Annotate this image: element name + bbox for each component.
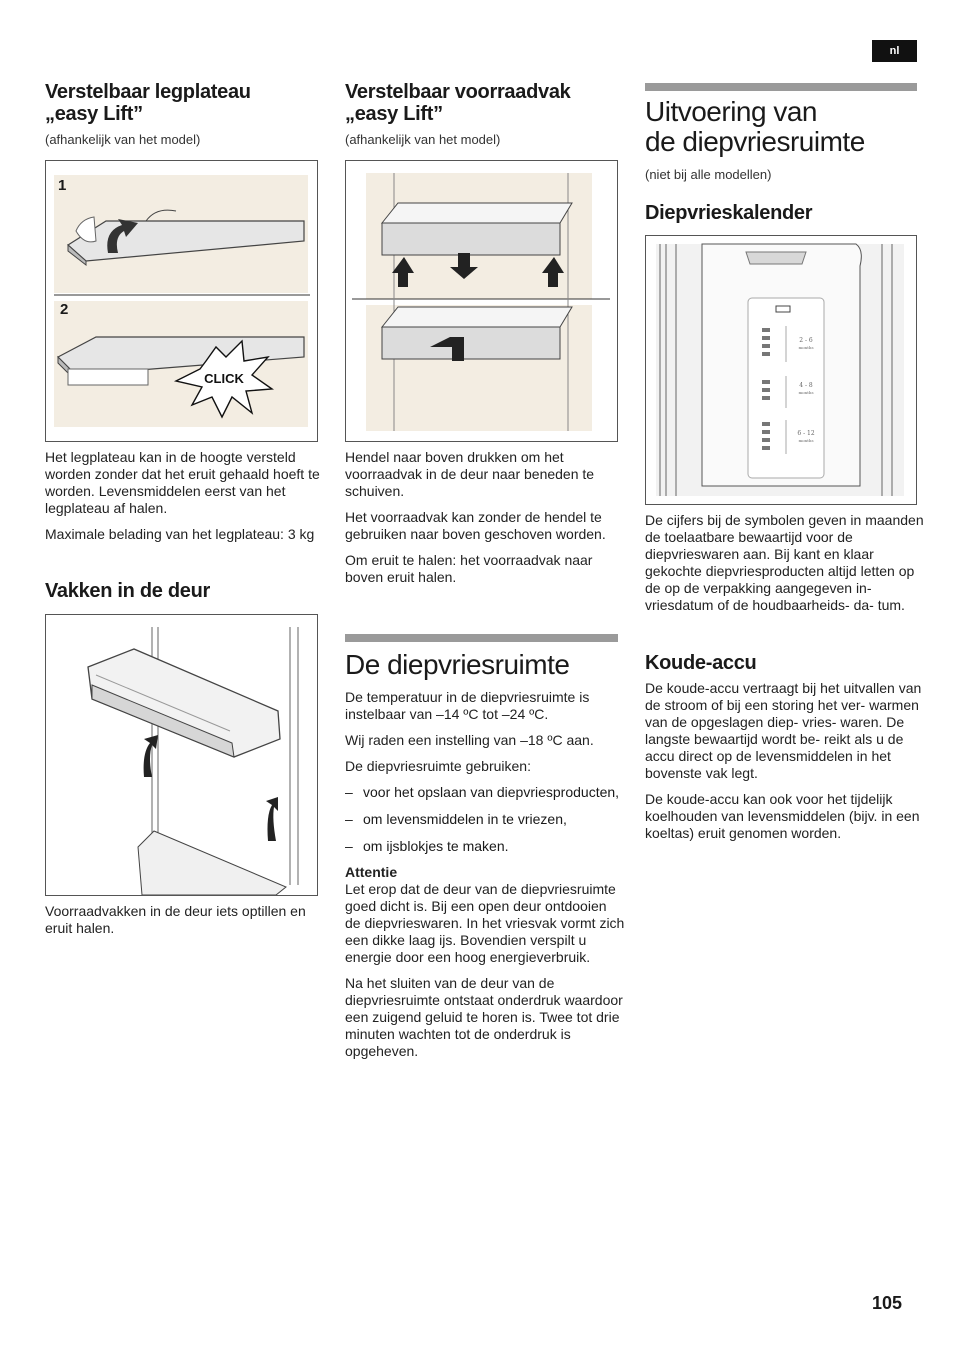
section-title-design — [645, 97, 935, 157]
door-bin-figure — [45, 614, 318, 896]
language-tab: nl — [872, 40, 917, 62]
heading-line: „easy Lift” — [45, 103, 143, 125]
section-rule — [345, 634, 618, 642]
paragraph: De diepvriesruimte gebruiken: — [345, 758, 531, 774]
section-title-freezer: De diepvriesruimte — [345, 649, 570, 680]
paragraph: Hendel naar boven drukken om het voorraadvak in de deur naar beneden te schuiven. — [345, 449, 595, 499]
calendar-unit: months — [798, 345, 814, 350]
step-number: 1 — [58, 177, 67, 194]
model-note: (afhankelijk van het model) — [345, 132, 501, 147]
page-number: 105 — [872, 1293, 903, 1313]
calendar-unit: months — [798, 390, 814, 395]
paragraph: De koude-accu vertraagt bij het uitvallen van de stroom of bij een storing het ver- warmen van de opgeslagen diep- vries- waren. De langste bewaartijd wordt be- reikt als u de accu direct op de levensmiddelen in het bovenste vak legt. — [645, 680, 922, 781]
heading-line: Verstelbaar legplateau — [45, 81, 251, 103]
freezer-calendar-illustration — [646, 236, 916, 504]
calendar-text — [645, 512, 927, 614]
shelf-figure — [45, 160, 318, 442]
list-item: – voor het opslaan van diepvriesproducten, — [345, 784, 625, 801]
heading-freezer-calendar: Diepvrieskalender — [645, 202, 813, 224]
freezer-text — [345, 689, 625, 1060]
model-note: (niet bij alle modellen) — [645, 167, 772, 182]
heading-line: Verstelbaar voorraadvak — [345, 81, 571, 103]
click-label: CLICK — [204, 371, 244, 386]
paragraph: De temperatuur in de diepvriesruimte is instelbaar van –14 ºC tot –24 ºC. — [345, 689, 590, 722]
usage-list — [345, 784, 625, 855]
shelf-text — [45, 449, 325, 543]
list-item: – om levensmiddelen in te vriezen, — [345, 811, 625, 828]
paragraph: Na het sluiten van de deur van de diepvriesruimte ontstaat onderdruk waardoor een zuigend geluid te horen is. Twee tot drie minuten wachten tot de onderdruk is opgeheven. — [345, 975, 623, 1059]
freezer-calendar-figure — [645, 235, 917, 505]
calendar-row-value: 6 - 12 — [797, 430, 815, 437]
calendar-unit: months — [798, 438, 814, 443]
heading-cold-pack: Koude-accu — [645, 652, 757, 674]
calendar-row-value: 2 - 6 — [799, 337, 813, 344]
step-number: 2 — [60, 301, 69, 318]
section-rule — [645, 83, 917, 91]
heading-line: „easy Lift” — [345, 103, 443, 125]
door-bin-caption: Voorraadvakken in de deur iets optillen en eruit halen. — [45, 903, 306, 936]
heading-storage-bin — [345, 81, 635, 125]
storage-bin-figure — [345, 160, 618, 442]
list-item: – om ijsblokjes te maken. — [345, 838, 625, 855]
storage-bin-illustration — [346, 161, 617, 441]
title-line: de diepvriesruimte — [645, 126, 865, 157]
paragraph: Het voorraadvak kan zonder de hendel te gebruiken naar boven geschoven worden. — [345, 509, 606, 542]
paragraph: Om eruit te halen: het voorraadvak naar boven eruit halen. — [345, 552, 593, 585]
calendar-row-value: 4 - 8 — [799, 382, 813, 389]
cold-pack-text — [645, 680, 927, 842]
paragraph: De cijfers bij de symbolen geven in maanden de toelaatbare bewaartijd voor de diepvrieswaren aan. Bij kant en klaar gekochte diepvriesproducten altijd letten op de op de verpakking aangegeven in- vriesdatum of de houdbaarheids- da- tum. — [645, 512, 924, 613]
paragraph: Het legplateau kan in de hoogte versteld worden zonder dat het eruit gehaald hoeft te worden. Levensmiddelen eerst van het legplateau af halen. — [45, 449, 320, 516]
door-bin-illustration — [46, 615, 317, 895]
storage-bin-text — [345, 449, 623, 586]
title-line: Uitvoering van — [645, 96, 817, 127]
attention-label: Attentie — [345, 864, 398, 880]
paragraph: Wij raden een instelling van –18 ºC aan. — [345, 732, 594, 748]
paragraph: De koude-accu kan ook voor het tijdelijk koelhouden van levensmiddelen (bijv. in een koeltas) eruit genomen worden. — [645, 791, 920, 841]
heading-shelf — [45, 81, 335, 125]
heading-door-compartments: Vakken in de deur — [45, 580, 210, 602]
shelf-illustration — [46, 161, 317, 441]
paragraph: Maximale belading van het legplateau: 3 kg — [45, 526, 315, 542]
paragraph: Let erop dat de deur van de diepvriesruimte goed dicht is. Bij een open deur ontdooien de diepvrieswaren. In het vriesvak vormt zich een dikke laag ijs. Bovendien verspilt u energie door een hoog energieverbruik. — [345, 881, 625, 965]
model-note: (afhankelijk van het model) — [45, 132, 201, 147]
